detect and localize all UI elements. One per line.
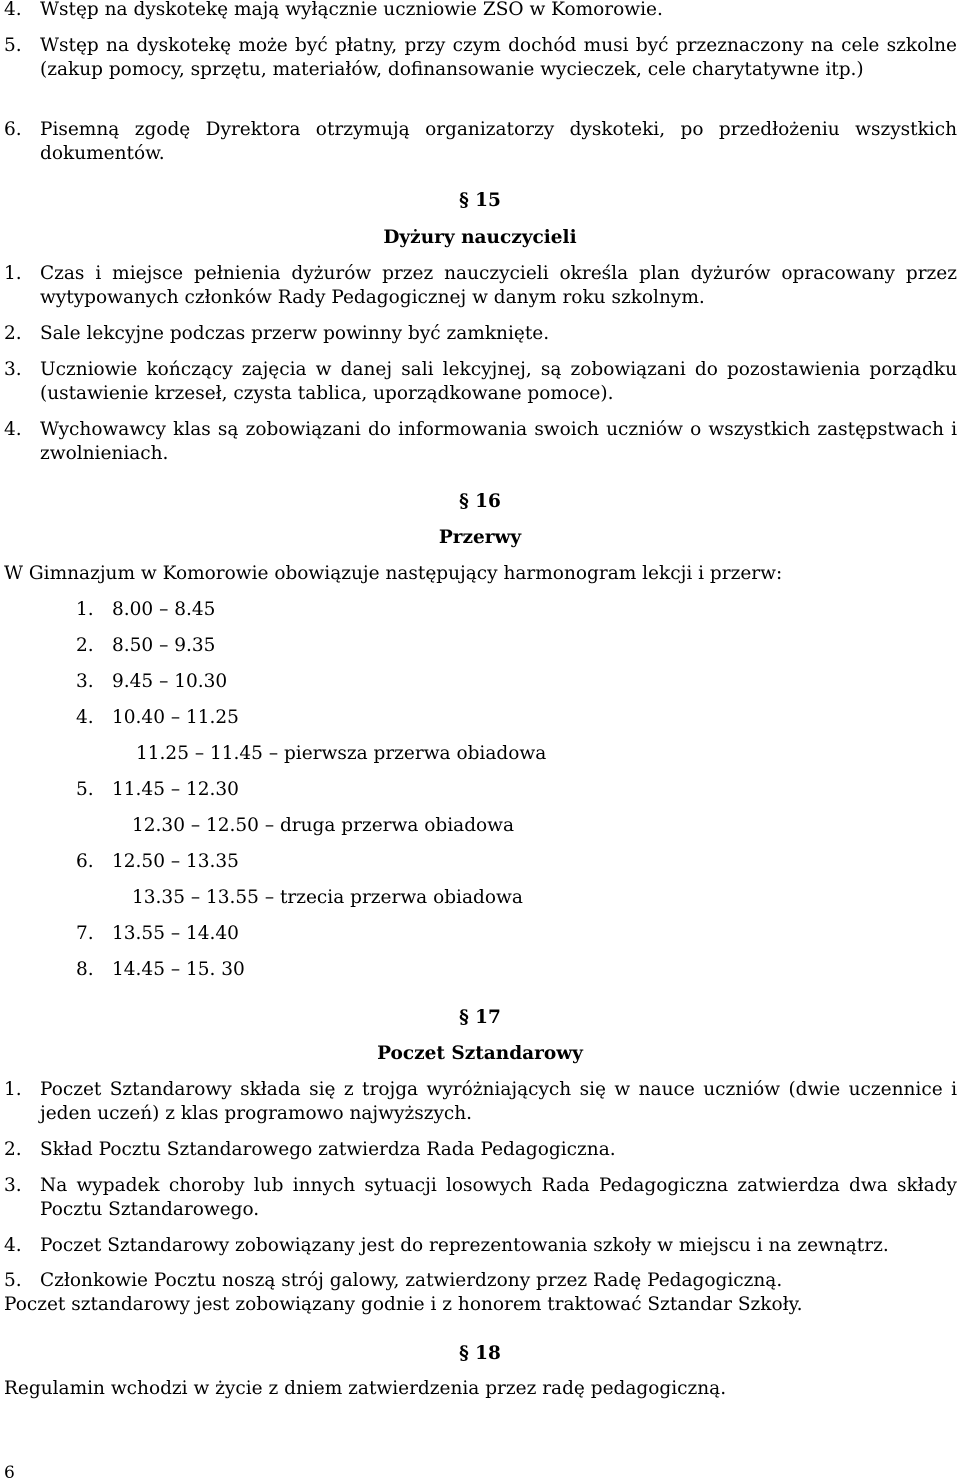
list-item: [4, 322, 957, 346]
page-number: 6: [4, 1463, 15, 1483]
item-text: Uczniowie kończący zajęcia w danej sali lekcyjnej, są zobowiązani do pozostawienia porządku (ustawienie krzeseł, czysta tablica, uporządkowane pomoce).: [40, 359, 957, 404]
section-17-closing: Poczet sztandarowy jest zobowiązany godnie i z honorem traktować Sztandar Szkoły.: [4, 1294, 803, 1315]
item-text: Na wypadek choroby lub innych sytuacji losowych Rada Pedagogiczna zatwierdza dwa składy Pocztu Sztandarowego.: [40, 1175, 957, 1220]
schedule-break: [132, 886, 523, 910]
schedule-intro: W Gimnazjum w Komorowie obowiązuje następujący harmonogram lekcji i przerw:: [4, 563, 783, 584]
list-item: [4, 1174, 957, 1222]
item-text: Członkowie Pocztu noszą strój galowy, zatwierdzony przez Radę Pedagogiczną.: [40, 1270, 783, 1291]
item-text: Sale lekcyjne podczas przerw powinny być zamknięte.: [40, 323, 550, 344]
schedule-row: [76, 922, 239, 946]
item-number: 4.: [4, 0, 22, 20]
schedule-row: [76, 778, 239, 802]
section-17-title: [0, 1042, 960, 1066]
item-number: 4.: [4, 1235, 22, 1256]
item-number: 6.: [4, 119, 22, 140]
section-15-title: [0, 226, 960, 250]
schedule-time: 14.45 – 15. 30: [112, 959, 245, 980]
item-number: 3.: [4, 359, 22, 380]
schedule-row: [76, 598, 215, 622]
item-text: Pisemną zgodę Dyrektora otrzymują organizatorzy dyskoteki, po przedłożeniu wszystkich dokumentów.: [40, 119, 957, 164]
schedule-break-text: 13.35 – 13.55 – trzecia przerwa obiadowa: [132, 887, 523, 908]
schedule-break-text: 12.30 – 12.50 – druga przerwa obiadowa: [132, 815, 515, 836]
schedule-row: [76, 706, 239, 730]
item-text: Wstęp na dyskotekę mają wyłącznie uczniowie ZSO w Komorowie.: [40, 0, 663, 20]
schedule-row: [76, 958, 245, 982]
schedule-break: [132, 814, 514, 838]
section-number: § 15: [459, 190, 501, 211]
schedule-number: 8.: [76, 959, 94, 980]
section-16-title: [0, 526, 960, 550]
item-number: 4.: [4, 419, 22, 440]
list-item: [4, 1138, 957, 1162]
schedule-time: 13.55 – 14.40: [112, 923, 239, 944]
schedule-time: 11.45 – 12.30: [112, 779, 239, 800]
schedule-break-text: 11.25 – 11.45 – pierwsza przerwa obiadowa: [136, 743, 547, 764]
item-number: 1.: [4, 1079, 22, 1100]
item-text: Czas i miejsce pełnienia dyżurów przez nauczycieli określa plan dyżurów opracowany przez wytypowanych członków Rady Pedagogicznej w danym roku szkolnym.: [40, 263, 957, 308]
schedule-time: 9.45 – 10.30: [112, 671, 228, 692]
section-number: § 16: [459, 491, 501, 512]
schedule-number: 6.: [76, 851, 94, 872]
schedule-row: [76, 850, 239, 874]
section-17-number: [0, 1006, 960, 1030]
section-18-text: Regulamin wchodzi w życie z dniem zatwierdzenia przez radę pedagogiczną.: [4, 1378, 727, 1399]
schedule-number: 1.: [76, 599, 94, 620]
item-number: 5.: [4, 1270, 22, 1291]
list-item: [4, 262, 957, 310]
item-number: 2.: [4, 323, 22, 344]
item-text: Wychowawcy klas są zobowiązani do informowania swoich uczniów o wszystkich zastępstwach i zwolnieniach.: [40, 419, 957, 464]
schedule-break: [136, 742, 546, 766]
schedule-row: [76, 670, 227, 694]
schedule-number: 4.: [76, 707, 94, 728]
schedule-number: 2.: [76, 635, 94, 656]
list-item: [4, 1234, 957, 1258]
section-title: Przerwy: [438, 527, 522, 548]
section-16-number: [0, 490, 960, 514]
schedule-time: 8.50 – 9.35: [112, 635, 216, 656]
schedule-time: 8.00 – 8.45: [112, 599, 216, 620]
schedule-row: [76, 634, 215, 658]
item-text: Poczet Sztandarowy zobowiązany jest do reprezentowania szkoły w miejscu i na zewnątrz.: [40, 1235, 889, 1256]
section-18-number: [0, 1342, 960, 1366]
list-item: [4, 118, 957, 166]
schedule-number: 5.: [76, 779, 94, 800]
section-title: Poczet Sztandarowy: [377, 1043, 583, 1064]
section-title: Dyżury nauczycieli: [383, 227, 577, 248]
item-number: 1.: [4, 263, 22, 284]
item-number: 3.: [4, 1175, 22, 1196]
section-15-number: [0, 189, 960, 213]
item-number: 2.: [4, 1139, 22, 1160]
list-item: [4, 358, 957, 406]
section-number: § 17: [459, 1007, 501, 1028]
section-number: § 18: [459, 1343, 501, 1364]
schedule-number: 3.: [76, 671, 94, 692]
item-number: 5.: [4, 35, 22, 56]
list-item: [4, 1269, 957, 1293]
item-text: Poczet Sztandarowy składa się z trojga wyróżniających się w nauce uczniów (dwie uczennice i jeden uczeń) z klas programowo najwyższych.: [40, 1079, 957, 1124]
list-item: [4, 418, 957, 466]
list-item: [4, 0, 957, 22]
schedule-time: 10.40 – 11.25: [112, 707, 239, 728]
item-text: Skład Pocztu Sztandarowego zatwierdza Rada Pedagogiczna.: [40, 1139, 616, 1160]
schedule-number: 7.: [76, 923, 94, 944]
list-item: [4, 34, 957, 82]
item-text: Wstęp na dyskotekę może być płatny, przy czym dochód musi być przeznaczony na cele szkolne (zakup pomocy, sprzętu, materiałów, dofinansowanie wycieczek, cele charytatywne itp.): [40, 35, 957, 80]
schedule-time: 12.50 – 13.35: [112, 851, 239, 872]
list-item: [4, 1078, 957, 1126]
